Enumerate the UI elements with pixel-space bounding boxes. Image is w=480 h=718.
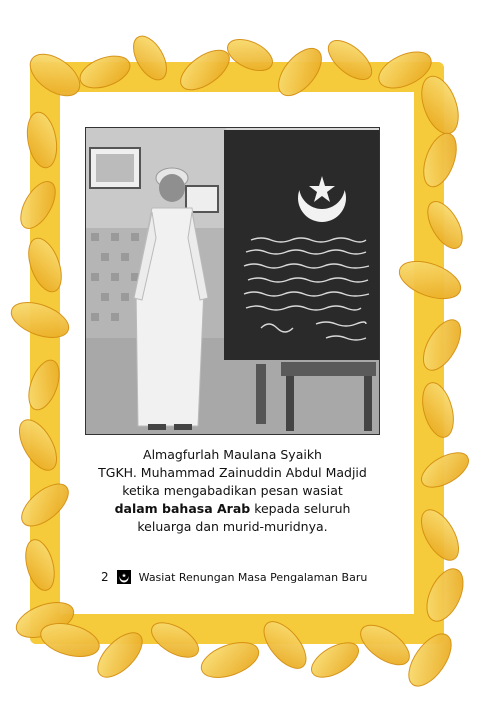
page-footer <box>101 568 367 586</box>
caption-line-5: keluarga dan murid-muridnya. <box>137 519 328 534</box>
caption-line-4 <box>90 500 375 518</box>
caption-line-4-rest: kepada seluruh <box>250 501 351 516</box>
page-number: 2 <box>101 570 109 584</box>
caption-bold-text: dalam bahasa Arab <box>114 501 251 516</box>
photo-caption <box>90 446 375 536</box>
caption-line-2: TGKH. Muhammad Zainuddin Abdul Madjid <box>98 465 367 480</box>
photo-illustration <box>86 128 380 435</box>
caption-line-1: Almagfurlah Maulana Syaikh <box>143 447 322 462</box>
caption-line-3: ketika mengabadikan pesan wasiat <box>122 483 343 498</box>
crescent-star-icon <box>117 570 131 584</box>
book-title: Wasiat Renungan Masa Pengalaman Baru <box>138 570 368 584</box>
historic-photo <box>85 127 380 435</box>
